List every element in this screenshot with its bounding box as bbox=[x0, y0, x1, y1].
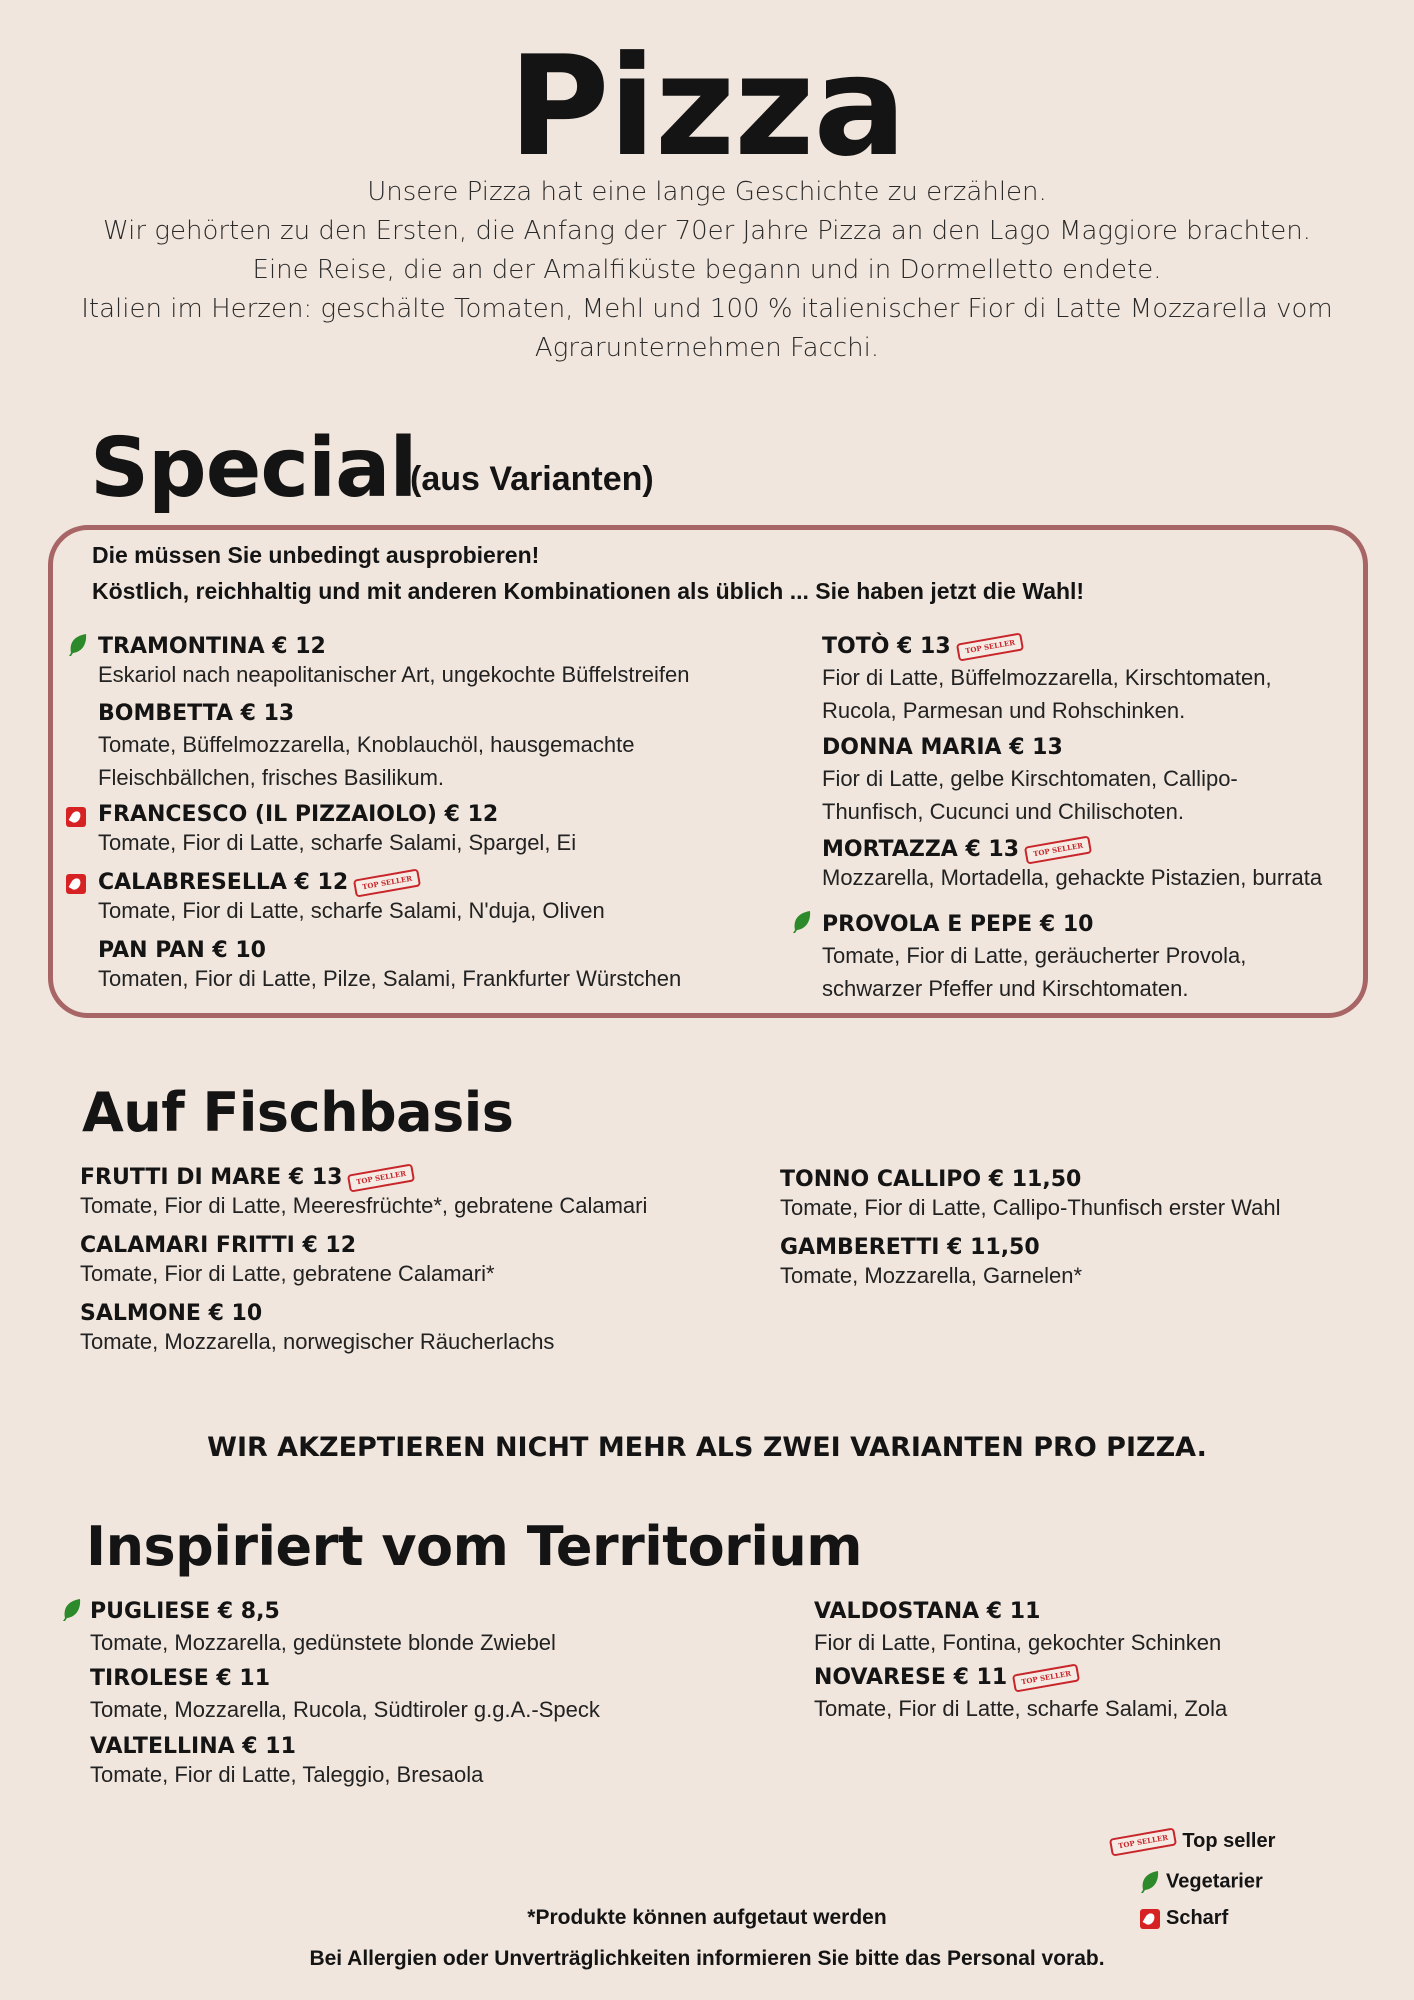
menu-item-valtellina bbox=[90, 1733, 483, 1789]
menu-item-gamberetti bbox=[780, 1234, 1082, 1290]
menu-item-frutti-di-mare bbox=[80, 1164, 647, 1220]
menu-item-desc: Tomate, Fior di Latte, scharfe Salami, N'duja, Oliven bbox=[98, 898, 605, 923]
vegetarian-leaf-icon bbox=[62, 1598, 82, 1622]
menu-item-tirolese bbox=[90, 1665, 600, 1726]
special-intro bbox=[92, 537, 1084, 609]
top-seller-badge: TOP SELLER bbox=[1012, 1663, 1081, 1692]
legend-spicy-label: Scharf bbox=[1166, 1907, 1229, 1929]
special-subheading: (aus Varianten) bbox=[410, 460, 654, 498]
menu-item-novarese bbox=[814, 1664, 1227, 1725]
menu-item-desc: Tomate, Büffelmozzarella, Knoblauchöl, hausgemachte Fleischbällchen, frisches Basilikum. bbox=[98, 732, 635, 790]
menu-item-name-text: TOTÒ € 13 bbox=[822, 634, 951, 659]
menu-item-name-text: CALABRESELLA € 12 bbox=[98, 870, 349, 895]
top-seller-badge: TOP SELLER bbox=[1024, 835, 1093, 864]
menu-item-name-text: FRUTTI DI MARE € 13 bbox=[80, 1165, 343, 1190]
menu-item-desc: Tomate, Mozzarella, Garnelen* bbox=[780, 1263, 1083, 1288]
menu-item-name-text: MORTAZZA € 13 bbox=[822, 837, 1020, 862]
menu-item-name: PUGLIESE € 8,5 bbox=[90, 1599, 280, 1624]
fish-heading: Auf Fischbasis bbox=[82, 1081, 514, 1144]
menu-item-name: VALDOSTANA € 11 bbox=[814, 1599, 1041, 1624]
menu-item-provola-e-pepe bbox=[822, 911, 1327, 1005]
menu-item-mortazza bbox=[822, 836, 1322, 892]
menu-item-name: SALMONE € 10 bbox=[80, 1301, 263, 1326]
menu-item-desc: Tomate, Fior di Latte, Meeresfrüchte*, gebratene Calamari bbox=[80, 1193, 648, 1218]
menu-item-name bbox=[822, 836, 1322, 864]
menu-item-name bbox=[814, 1664, 1227, 1692]
menu-item-calabresella bbox=[98, 869, 605, 925]
menu-item-name bbox=[98, 869, 605, 897]
menu-item-desc: Fior di Latte, gelbe Kirschtomaten, Callipo-Thunfisch, Cucunci und Chilischoten. bbox=[822, 766, 1238, 824]
menu-item-pugliese bbox=[90, 1598, 556, 1659]
intro-line: Italien im Herzen: geschälte Tomaten, Mehl und 100 % italienischer Fior di Latte Mozzarella vom bbox=[81, 294, 1333, 324]
menu-item-valdostana bbox=[814, 1598, 1221, 1659]
spicy-chili-icon bbox=[66, 874, 86, 894]
menu-item-desc: Tomate, Fior di Latte, Callipo-Thunfisch erster Wahl bbox=[780, 1195, 1281, 1220]
top-seller-badge: TOP SELLER bbox=[956, 632, 1025, 661]
vegetarian-leaf-icon bbox=[68, 633, 88, 657]
menu-item-pan-pan bbox=[98, 937, 681, 993]
allergy-note: Bei Allergien oder Unverträglichkeiten informieren Sie bitte das Personal vorab. bbox=[309, 1947, 1105, 1970]
page-title: Pizza bbox=[508, 26, 906, 187]
thawed-products-footnote: *Produkte können aufgetaut werden bbox=[527, 1906, 887, 1929]
territory-heading: Inspiriert vom Territorium bbox=[86, 1515, 863, 1578]
special-intro-line: Köstlich, reichhaltig und mit anderen Kombinationen als üblich ... Sie haben jetzt die Wahl! bbox=[92, 578, 1085, 604]
menu-item-desc: Tomate, Fior di Latte, Taleggio, Bresaola bbox=[90, 1762, 484, 1787]
menu-item-name: TIROLESE € 11 bbox=[90, 1666, 270, 1691]
menu-item-name: CALAMARI FRITTI € 12 bbox=[80, 1233, 357, 1258]
menu-item-name: GAMBERETTI € 11,50 bbox=[780, 1235, 1040, 1260]
top-seller-badge: TOP SELLER bbox=[1109, 1827, 1178, 1856]
menu-item-desc: Tomate, Fior di Latte, scharfe Salami, Zola bbox=[814, 1696, 1228, 1721]
menu-item-name: DONNA MARIA € 13 bbox=[822, 735, 1063, 760]
variants-notice: WIR AKZEPTIEREN NICHT MEHR ALS ZWEI VARIANTEN PRO PIZZA. bbox=[207, 1432, 1207, 1463]
top-seller-badge: TOP SELLER bbox=[353, 868, 422, 897]
menu-item-name: TRAMONTINA € 12 bbox=[98, 634, 326, 659]
top-seller-badge: TOP SELLER bbox=[347, 1163, 416, 1192]
intro-line: Agrarunternehmen Facchi. bbox=[534, 333, 880, 363]
special-intro-line: Die müssen Sie unbedingt ausprobieren! bbox=[92, 542, 540, 568]
menu-item-toto bbox=[822, 633, 1327, 727]
menu-item-desc: Tomate, Fior di Latte, scharfe Salami, Spargel, Ei bbox=[98, 830, 577, 855]
menu-item-desc: Eskariol nach neapolitanischer Art, ungekochte Büffelstreifen bbox=[98, 662, 690, 687]
menu-item-desc: Fior di Latte, Fontina, gekochter Schinken bbox=[814, 1630, 1222, 1655]
intro-line: Unsere Pizza hat eine lange Geschichte zu erzählen. bbox=[367, 177, 1047, 207]
special-heading: Special bbox=[90, 421, 417, 516]
legend-vegetarian bbox=[1140, 1870, 1263, 1894]
legend-vegetarian-label: Vegetarier bbox=[1166, 1870, 1263, 1893]
menu-item-name bbox=[80, 1164, 647, 1192]
menu-item-desc: Tomate, Mozzarella, norwegischer Räucherlachs bbox=[80, 1329, 555, 1354]
legend-top-seller bbox=[1110, 1830, 1275, 1853]
legend-top-seller-label: Top seller bbox=[1182, 1830, 1276, 1852]
menu-item-desc: Mozzarella, Mortadella, gehackte Pistazien, burrata bbox=[822, 865, 1323, 890]
vegetarian-leaf-icon bbox=[1140, 1870, 1160, 1894]
menu-item-desc: Tomate, Fior di Latte, gebratene Calamari* bbox=[80, 1261, 495, 1286]
intro-text bbox=[60, 173, 1354, 368]
menu-item-name: VALTELLINA € 11 bbox=[90, 1734, 296, 1759]
menu-item-tonno-callipo bbox=[780, 1166, 1281, 1222]
intro-line: Eine Reise, die an der Amalfiküste begann und in Dormelletto endete. bbox=[252, 255, 1162, 285]
menu-item-name: PROVOLA E PEPE € 10 bbox=[822, 912, 1094, 937]
menu-item-tramontina bbox=[98, 633, 690, 689]
menu-item-name: FRANCESCO (IL PIZZAIOLO) € 12 bbox=[98, 802, 499, 827]
menu-item-name bbox=[822, 633, 1327, 661]
vegetarian-leaf-icon bbox=[792, 910, 812, 934]
menu-item-desc: Tomaten, Fior di Latte, Pilze, Salami, Frankfurter Würstchen bbox=[98, 966, 682, 991]
spicy-chili-icon bbox=[66, 807, 86, 827]
menu-item-francesco bbox=[98, 801, 576, 857]
intro-line: Wir gehörten zu den Ersten, die Anfang der 70er Jahre Pizza an den Lago Maggiore brachten. bbox=[103, 216, 1311, 246]
menu-item-name: PAN PAN € 10 bbox=[98, 938, 266, 963]
menu-item-desc: Fior di Latte, Büffelmozzarella, Kirschtomaten, Rucola, Parmesan und Rohschinken. bbox=[822, 665, 1272, 723]
menu-item-name-text: NOVARESE € 11 bbox=[814, 1665, 1008, 1690]
menu-item-desc: Tomate, Mozzarella, Rucola, Südtiroler g.g.A.-Speck bbox=[90, 1697, 600, 1722]
menu-item-salmone bbox=[80, 1300, 554, 1356]
menu-item-desc: Tomate, Mozzarella, gedünstete blonde Zwiebel bbox=[90, 1630, 556, 1655]
menu-item-name: TONNO CALLIPO € 11,50 bbox=[780, 1167, 1082, 1192]
menu-item-name: BOMBETTA € 13 bbox=[98, 701, 295, 726]
menu-item-calamari-fritti bbox=[80, 1232, 495, 1288]
menu-item-donna-maria bbox=[822, 734, 1327, 828]
menu-item-bombetta bbox=[98, 700, 698, 794]
menu-item-desc: Tomate, Fior di Latte, geräucherter Provola, schwarzer Pfeffer und Kirschtomaten. bbox=[822, 943, 1247, 1001]
